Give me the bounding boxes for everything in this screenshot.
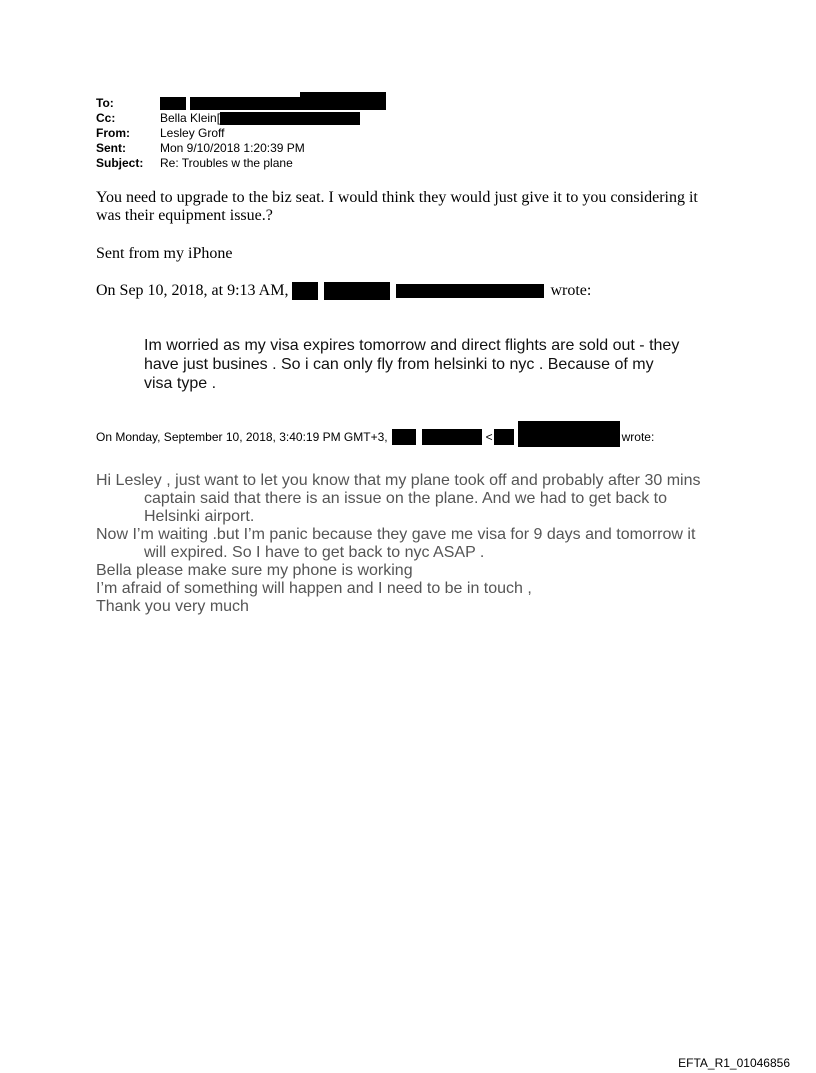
redaction-box	[494, 429, 514, 445]
quoted-message: Im worried as my visa expires tomorrow and direct flights are sold out - they have just busines . So i can only fly from helsinki to nyc . Because of my visa type .	[144, 337, 680, 392]
cc-row	[96, 111, 386, 126]
redaction-box	[392, 429, 416, 445]
from-row	[96, 126, 386, 141]
reply-line: was their equipment issue.?	[96, 207, 273, 224]
redaction-box	[396, 284, 544, 298]
redaction-box	[422, 429, 482, 445]
quote2-attribution	[96, 427, 654, 447]
from-value: Lesley Groff	[160, 126, 225, 140]
sent-value: Mon 9/10/2018 1:20:39 PM	[160, 141, 305, 155]
attribution-prefix: On Sep 10, 2018, at 9:13 AM,	[96, 282, 289, 299]
message-line: I’m afraid of something will happen and I need to be in touch ,	[96, 580, 532, 597]
attribution-suffix: wrote:	[550, 282, 592, 299]
quote2-suffix: wrote:	[621, 429, 655, 444]
redaction-box	[300, 92, 386, 110]
reply-line: You need to upgrade to the biz seat. I would think they would just give it to you considering it	[96, 189, 698, 206]
message-paragraph: Now I’m waiting .but I’m panic because they gave me visa for 9 days and tomorrow it will expired. So I have to get back to nyc ASAP .	[96, 526, 696, 561]
sent-label: Sent:	[96, 141, 126, 155]
from-label: From:	[96, 126, 130, 140]
subject-value: Re: Troubles w the plane	[160, 156, 293, 170]
to-row	[96, 96, 386, 111]
message-line: Bella please make sure my phone is working	[96, 562, 413, 579]
quote2-lt: <	[485, 429, 493, 444]
quote2-prefix: On Monday, September 10, 2018, 3:40:19 PM GMT+3,	[96, 429, 388, 444]
document-id: EFTA_R1_01046856	[678, 1056, 790, 1070]
to-value	[160, 97, 386, 110]
redaction-box	[292, 282, 318, 300]
cc-label: Cc:	[96, 111, 116, 125]
attribution-line	[96, 282, 591, 300]
to-label: To:	[96, 96, 114, 110]
cc-value	[160, 111, 360, 126]
cc-name: Bella Klein[	[160, 111, 221, 125]
message-paragraph: Hi Lesley , just want to let you know that my plane took off and probably after 30 mins captain said that there is an issue on the plane. And we had to get back to Helsinki airport.	[96, 472, 701, 525]
sent-row	[96, 141, 386, 156]
original-message	[96, 472, 716, 616]
email-header	[96, 96, 386, 171]
subject-label: Subject:	[96, 156, 144, 170]
redaction-box	[160, 97, 186, 110]
redaction-box	[190, 97, 300, 110]
reply-text	[96, 189, 698, 225]
subject-row	[96, 156, 386, 171]
signature: Sent from my iPhone	[96, 245, 233, 262]
message-line: Thank you very much	[96, 598, 249, 615]
redaction-box	[220, 112, 360, 125]
redaction-box	[324, 282, 390, 300]
redaction-box	[518, 421, 620, 447]
